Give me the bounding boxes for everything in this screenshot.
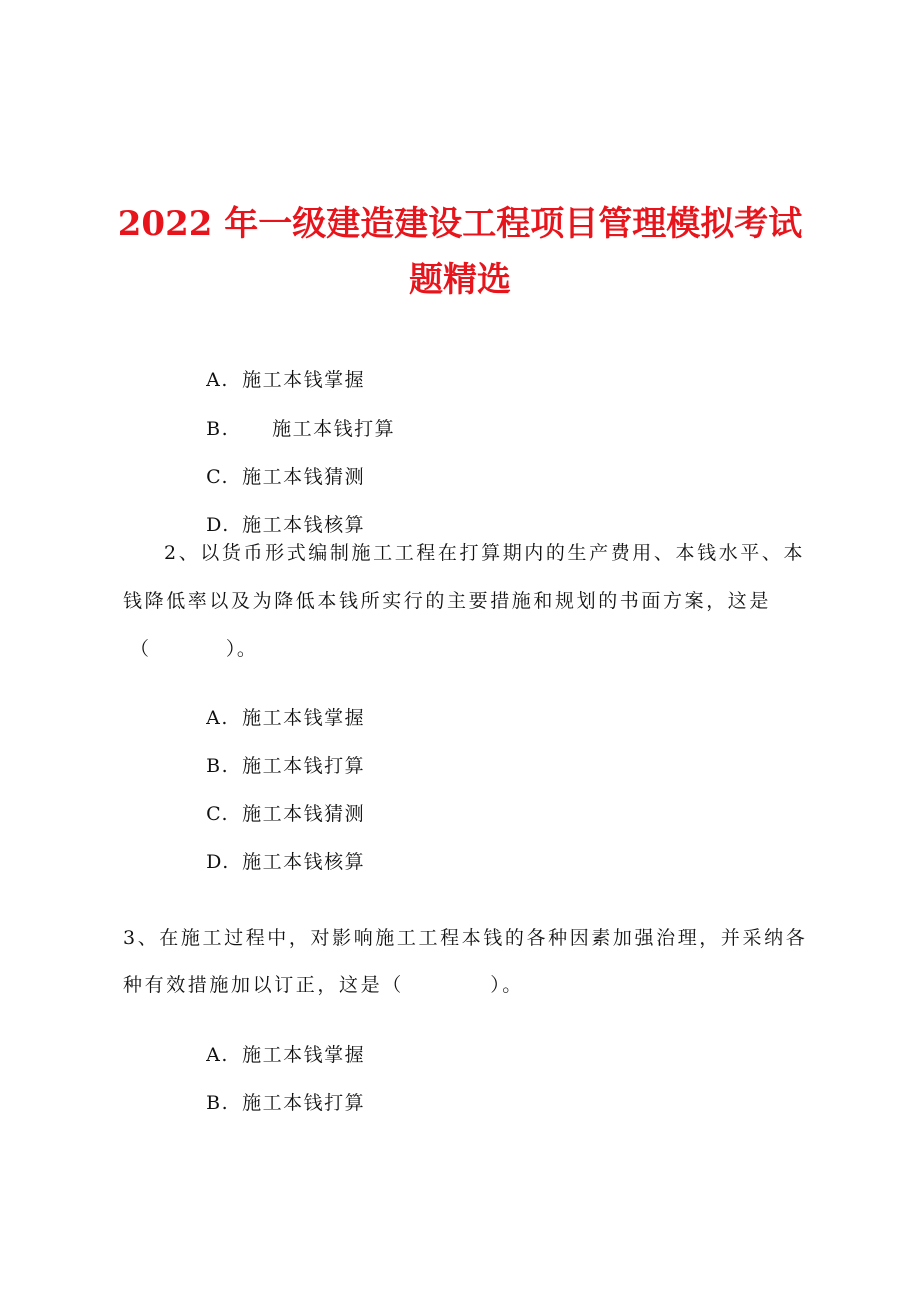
option-letter: B. [206,755,230,777]
option-letter: B. [206,418,230,440]
option-letter: C. [206,803,230,825]
option-letter: D. [206,851,230,873]
option-text: 施工本钱掌握 [242,369,366,391]
option-text: 施工本钱掌握 [242,707,366,729]
q2-stem-line-2: 钱降低率以及为降低本钱所实行的主要措施和规划的书面方案，这是 [123,590,772,612]
q3-stem-line-1: 3、在施工过程中，对影响施工工程本钱的各种因素加强治理，并采纳各 [123,927,808,949]
option-text: 施工本钱猜测 [242,803,366,825]
document-title-line-1: 2022 年一级建造建设工程项目管理模拟考试 [117,204,803,244]
option-text: 施工本钱猜测 [242,466,366,488]
q3-option-b [176,1066,365,1137]
q3-stem-line-2: 种有效措施加以订正，这是（ ）。 [123,974,524,996]
document-title-line-2: 题精选 [409,260,511,300]
q2-stem-line-1: 2、以货币形式编制施工工程在打算期内的生产费用、本钱水平、本 [164,542,806,564]
option-letter: A. [206,707,229,729]
q2-option-d [176,825,365,896]
option-letter: A. [206,369,229,391]
option-text: 施工本钱核算 [242,514,366,536]
option-letter: D. [206,514,230,536]
option-text: 施工本钱打算 [242,1092,366,1114]
q2-stem-line-3: （ ）。 [130,638,258,660]
option-text: 施工本钱打算 [272,418,396,440]
option-letter: B. [206,1092,230,1114]
option-text: 施工本钱掌握 [242,1044,366,1066]
option-letter: A. [206,1044,229,1066]
option-text: 施工本钱打算 [242,755,366,777]
option-letter: C. [206,466,230,488]
option-text: 施工本钱核算 [242,851,366,873]
